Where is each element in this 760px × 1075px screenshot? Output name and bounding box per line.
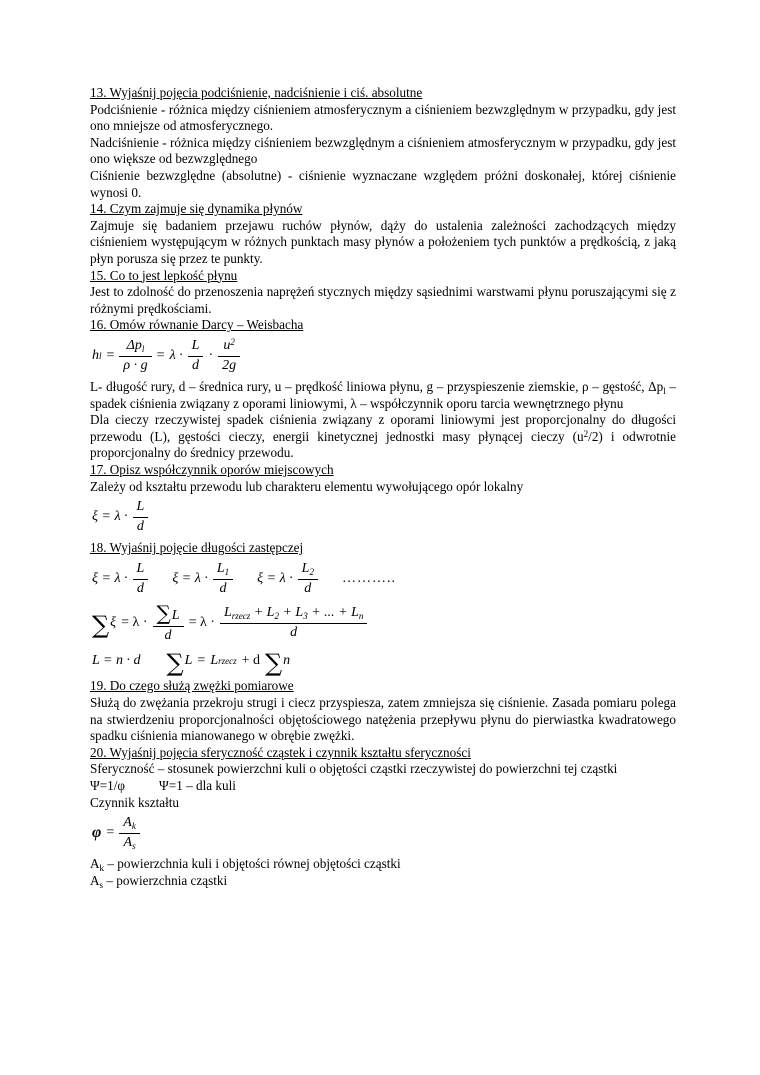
math-token: n [283, 653, 291, 669]
fraction-denominator: d [219, 580, 227, 596]
fraction-numerator: L [188, 338, 204, 357]
legend-ak [90, 856, 676, 873]
math-subscript: 2 [309, 567, 314, 578]
formula-local-resistance [92, 499, 676, 535]
psi-equation-2: Ψ=1 – dla kuli [159, 777, 236, 793]
answer-16-text-b: – spadek ciśnienia związany z oporami liniowymi, λ – współczynnik oporu tarcia wewnętrznego płynu [90, 379, 676, 411]
answer-19-paragraph: Służą do zwężania przekroju strugi i ciecz przyspiesza, zatem zmniejsza się ciśnienie. Zasada pomiaru polega na stwierdzeniu proporcjonalności objętościowego natężenia przepływu płynu do pierwiastka kwadratowego spadku ciśnienia mianowanego w obrębie zwężki. [90, 695, 676, 744]
answer-16-text-a: L- długość rury, d – średnica rury, u – prędkość liniowa płynu, g – przyspieszenie ziemskie, ρ – gęstość, Δp [90, 379, 664, 395]
fraction-denominator [119, 834, 140, 852]
math-token: Δp [126, 337, 142, 353]
math-subscript: k [99, 863, 105, 874]
math-token: A [123, 834, 133, 850]
fraction-numerator [119, 338, 151, 357]
legend-as-text: – powierzchnia cząstki [103, 872, 228, 888]
fraction-denominator: d [136, 580, 144, 596]
math-token: L [223, 605, 232, 621]
fraction-numerator: L [133, 499, 149, 518]
math-token: ξ [110, 615, 117, 631]
math-token: ξ = λ · [92, 509, 128, 525]
math-token: φ [92, 823, 102, 841]
math-superscript: 2 [583, 428, 589, 439]
fraction-denominator: ρ · g [123, 357, 148, 373]
answer-14-paragraph: Zajmuje się badaniem przejawu ruchów płynów, dąży do ustalenia zależności zachodzących między ciśnieniem występującym w różnych punktach masy płynów a położeniem tych punktów a prędkością, z jaką płyn porusza się przez te punkty. [90, 217, 676, 266]
fraction-denominator: d [290, 624, 298, 640]
math-token: λ · [169, 347, 183, 363]
formula-darcy-weisbach: h l = $\frac{\Delta p_l}{\rho \cdot g}$ = λ · $\frac{L}{d}$ · $\frac{u^2}{2g}$ [92, 338, 676, 374]
answer-16-text-d: /2) i odwrotnie proporcjonalny do średnicy przewodu. [90, 428, 676, 461]
psi-equation-1: Ψ=1/φ [90, 777, 126, 793]
sum-icon: ∑ [265, 649, 283, 678]
question-19-heading: 19. Do czego służą zwężki pomiarowe [90, 678, 294, 694]
sum-icon: ∑ [156, 601, 171, 626]
fraction [119, 338, 151, 374]
math-token: L = n · d [92, 653, 141, 669]
question-16-heading: 16. Omów równanie Darcy – Weisbacha [90, 317, 304, 333]
question-13-heading: 13. Wyjaśnij pojęcia podciśnienie, nadciśnienie i ciś. absolutne [90, 85, 423, 100]
formula-equivalent-length-row2 [92, 602, 676, 644]
fraction [133, 561, 149, 597]
math-term [257, 561, 318, 597]
math-operator: = [106, 347, 115, 363]
fraction [119, 815, 140, 851]
math-token: A [90, 872, 100, 888]
math-superscript: 2 [230, 336, 235, 347]
math-subscript: l [663, 386, 666, 397]
math-subscript: 3 [303, 611, 308, 622]
math-operator: + d [241, 653, 261, 669]
answer-13-paragraph-2: Nadciśnienie - różnica między ciśnieniem bezwzględnym a ciśnieniem atmosferycznym w przypadku, gdy jest ono większe od bezwzględnego [90, 134, 676, 167]
fraction-numerator [213, 561, 233, 580]
fraction [153, 602, 184, 644]
fraction-numerator [119, 815, 140, 834]
fraction [213, 561, 233, 597]
fraction-denominator: 2g [222, 357, 237, 373]
math-subscript: n [358, 611, 364, 622]
math-token: ξ = λ · [172, 570, 208, 586]
math-operator: = λ · [188, 615, 215, 631]
formula-shape-factor [92, 815, 676, 851]
math-token: L [210, 653, 219, 669]
fraction-denominator: d [192, 357, 200, 373]
math-subscript: s [99, 879, 104, 890]
answer-13-paragraph-1: Podciśnienie - różnica między ciśnieniem atmosferycznym a ciśnieniem bezwzględnym w przypadku, gdy jest ono mniejsze od atmosferycznego. [90, 101, 676, 134]
fraction-numerator [220, 605, 367, 624]
ellipsis-dots: ……….. [341, 570, 396, 586]
answer-15-paragraph: Jest to zdolność do przenoszenia naprężeń stycznych między sąsiednimi warstwami płynu poruszającymi się z różnymi prędkościami. [90, 284, 676, 316]
fraction [218, 338, 240, 374]
fraction [188, 338, 204, 374]
legend-ak-text: – powierzchnia kuli i objętości równej objętości cząstki [104, 856, 401, 872]
fraction [220, 605, 367, 641]
math-token: A [123, 815, 132, 831]
fraction [133, 499, 149, 535]
math-term [92, 561, 148, 597]
math-subscript: s [132, 840, 136, 851]
fraction-numerator [153, 602, 184, 627]
math-token: + ... + L [311, 605, 359, 621]
legend-as [90, 873, 676, 890]
math-token: L [171, 608, 180, 624]
math-token: ξ = λ · [257, 570, 293, 586]
math-operator: = [156, 347, 165, 363]
formula-equivalent-length-row3: L = n · d ∑ L = L rzecz + d ∑ n [92, 649, 291, 678]
sum-icon: ∑ [92, 611, 110, 640]
math-token: A [90, 856, 100, 872]
fraction [298, 561, 318, 597]
math-operator: = λ · [121, 615, 148, 631]
fraction-denominator: d [164, 627, 172, 643]
math-token: + L [253, 605, 275, 621]
math-term [172, 561, 233, 597]
math-token: L [184, 653, 193, 669]
question-18-heading: 18. Wyjaśnij pojęcie długości zastępczej [90, 540, 304, 556]
answer-16-paragraph-1 [90, 379, 676, 412]
shape-factor-label: Czynnik kształtu [90, 794, 180, 810]
math-operator: = [106, 824, 115, 840]
question-15-heading: 15. Co to jest lepkość płynu [90, 267, 238, 283]
answer-16-text-c: Dla cieczy rzeczywistej spadek ciśnienia związany z oporami liniowymi jest proporcjonalny do długości przewodu (L), gęstości cieczy, energii kinetycznej jednostki masy płynącej cieczy (u [90, 412, 676, 444]
fraction-denominator: d [304, 580, 312, 596]
math-token: + L [282, 605, 304, 621]
answer-16-paragraph-2 [90, 412, 676, 462]
math-subscript: 1 [224, 567, 230, 578]
fraction-numerator: L [133, 561, 149, 580]
psi-line [90, 778, 676, 795]
math-subscript: l [141, 343, 145, 354]
fraction-numerator [218, 338, 240, 357]
math-operator: = [197, 653, 206, 669]
math-subscript: 2 [274, 611, 279, 622]
math-token: u [223, 337, 231, 353]
formula-equivalent-length-row1 [92, 561, 676, 597]
math-subscript: k [131, 821, 136, 832]
answer-17-paragraph: Zależy od kształtu przewodu lub charakteru elementu wywołującego opór lokalny [90, 478, 524, 494]
answer-13-paragraph-3: Ciśnienie bezwzględne (absolutne) - ciśnienie wyznaczane względem próżni doskonałej, której ciśnienie wynosi 0. [90, 167, 676, 200]
question-20-heading: 20. Wyjaśnij pojęcia sferyczność cząstek i czynnik kształtu sferyczności [90, 744, 471, 760]
math-operator: · [208, 347, 214, 363]
math-token: h [92, 347, 99, 363]
math-token: L [301, 561, 310, 577]
math-token: L [216, 561, 225, 577]
answer-20-paragraph: Sferyczność – stosunek powierzchni kuli o objętości cząstki rzeczywistej do powierzchni tej cząstki [90, 761, 618, 777]
math-token: ξ = λ · [92, 570, 128, 586]
question-14-heading: 14. Czym zajmuje się dynamika płynów [90, 201, 303, 217]
fraction-numerator [298, 561, 318, 580]
math-subscript: rzecz [231, 611, 251, 622]
question-17-heading: 17. Opisz współczynnik oporów miejscowych [90, 462, 334, 478]
sum-icon: ∑ [166, 649, 184, 678]
fraction-denominator: d [136, 518, 144, 534]
